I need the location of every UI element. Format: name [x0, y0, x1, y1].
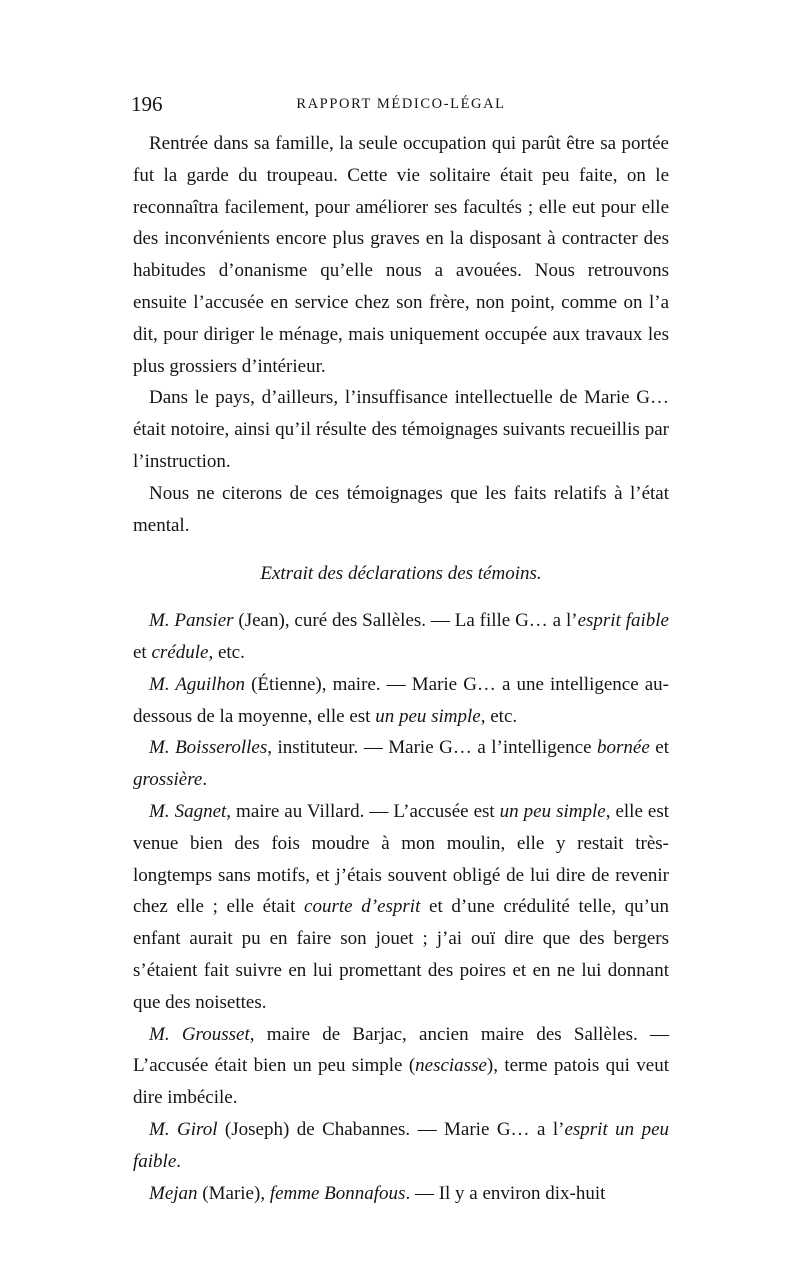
body-text	[133, 128, 669, 1209]
witness-name: M. Aguilhon	[149, 673, 245, 695]
paragraph: Rentrée dans sa famille, la seule occupation qui parût être sa portée fut la garde du troupeau. Cette vie solitaire était peu faite, on le reconnaîtra facilement, pour améliorer ses facultés ; elle eut pour elle des inconvénients encore plus graves en la disposant à contracter des habitudes d’onanisme qu’elle nous a avouées. Nous retrouvons ensuite l’accusée en service chez son frère, non point, comme on l’a dit, pour diriger le ménage, mais uniquement occupée aux travaux les plus grossiers d’intérieur.	[133, 133, 669, 377]
paragraph: Dans le pays, d’ailleurs, l’insuffisance intellectuelle de Marie G… était notoire, ainsi qu’il résulte des témoignages suivants recueillis par l’instruction.	[133, 387, 669, 472]
page-number: 196	[131, 92, 163, 116]
witness-statement: M. Girol (Joseph) de Chabannes. — Marie G… a l’esprit un peu faible.	[133, 1118, 669, 1172]
witness-statement: M. Grousset, maire de Barjac, ancien maire des Sallèles. — L’accusée était bien un peu simple (nesciasse), terme patois qui veut dire imbécile.	[133, 1023, 670, 1109]
witness-statement: M. Aguilhon (Étienne), maire. — Marie G… a une intelligence au-dessous de la moyenne, elle est un peu simple, etc.	[133, 673, 669, 727]
section-heading: Extrait des déclarations des témoins.	[260, 563, 542, 585]
witness-name: M. Boisserolles	[149, 737, 268, 759]
witness-name: M. Grousset	[149, 1023, 250, 1045]
witness-statement: Mejan (Marie), femme Bonnafous. — Il y a environ dix-huit	[149, 1182, 606, 1204]
witness-statement: M. Boisserolles, instituteur. — Marie G… a l’intelligence bornée et grossière.	[133, 737, 669, 791]
paragraph: Nous ne citerons de ces témoignages que les faits relatifs à l’état mental.	[133, 482, 669, 536]
running-title: RAPPORT MÉDICO-LÉGAL	[296, 96, 506, 112]
page-header	[133, 92, 669, 122]
witness-name: M. Sagnet	[149, 800, 227, 822]
witness-statement: M. Pansier (Jean), curé des Sallèles. — La fille G… a l’esprit faible et crédule, etc.	[133, 610, 669, 663]
witness-statement: M. Sagnet, maire au Villard. — L’accusée est un peu simple, elle est venue bien des fois moudre à mon moulin, elle y restait très-longtemps sans motifs, et j’étais souvent obligé de lui dire de revenir chez elle ; elle était courte d’esprit et d’une crédulité telle, qu’un enfant aurait pu en faire son jouet ; j’ai ouï dire que des bergers s’étaient fait suivre en lui promettant des poires et en ne lui donnant que des noisettes.	[133, 800, 669, 1013]
witness-name: M. Girol	[149, 1118, 218, 1140]
witness-name: M. Pansier	[149, 610, 234, 632]
witness-name: Mejan	[149, 1182, 198, 1204]
